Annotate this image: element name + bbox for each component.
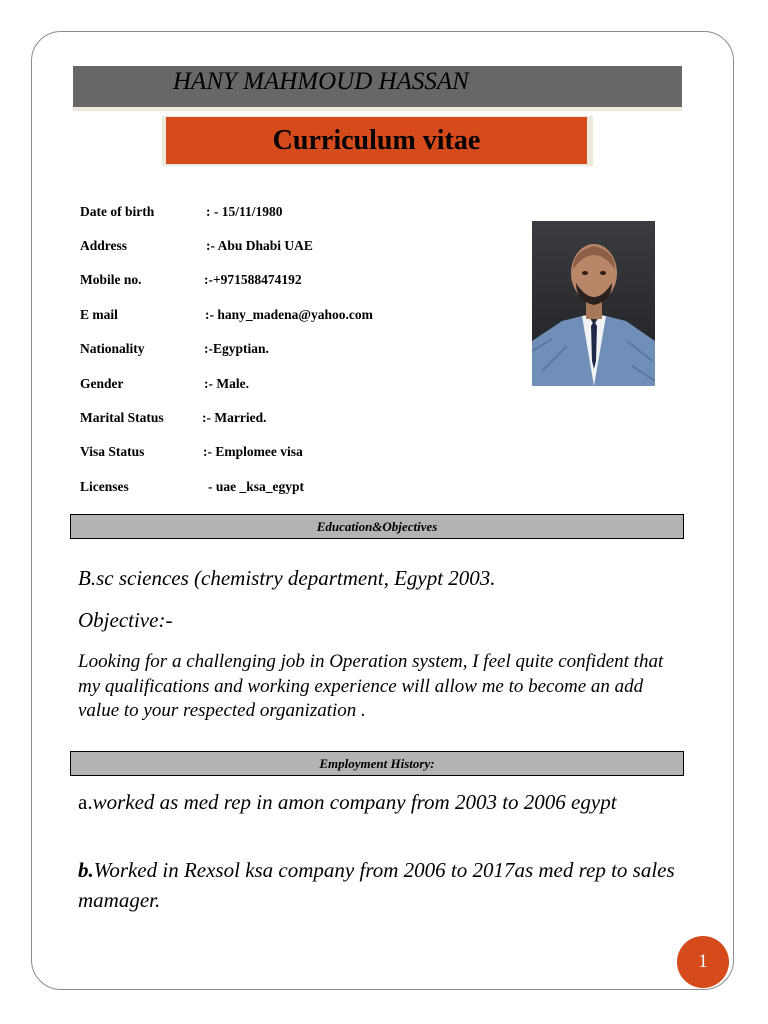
title-banner xyxy=(166,117,587,164)
document-title: Curriculum vitae xyxy=(272,124,481,156)
employment-item xyxy=(78,787,678,817)
info-value: :-Egyptian. xyxy=(204,341,269,356)
info-value: :- hany_madena@yahoo.com xyxy=(205,307,373,322)
employment-item xyxy=(78,855,678,915)
info-value: :- Male. xyxy=(204,376,249,391)
info-label: Visa Status xyxy=(80,444,145,459)
employment-item-text: worked as med rep in amon company from 2003 to 2006 egypt xyxy=(92,790,617,814)
info-value: :- Emplomee visa xyxy=(203,444,303,459)
info-label: E mail xyxy=(80,307,118,322)
profile-photo xyxy=(532,221,655,386)
info-value: - uae _ksa_egypt xyxy=(208,479,305,494)
info-label: Address xyxy=(80,238,128,253)
employment-item-prefix: a. xyxy=(78,790,93,814)
section-title: Education&Objectives xyxy=(316,518,438,534)
info-value: :-+971588474192 xyxy=(204,272,302,287)
info-label: Licenses xyxy=(80,479,129,494)
info-value: :- Married. xyxy=(202,410,267,425)
info-label: Mobile no. xyxy=(80,272,142,287)
education-degree: B.sc sciences (chemistry department, Egypt 2003. xyxy=(78,566,496,590)
objective-text: Looking for a challenging job in Operation system, I feel quite confident that my qualifications and working experience will allow me to become an add value to your respected organization . xyxy=(78,651,664,721)
info-label: Date of birth xyxy=(80,204,155,219)
section-header-employment xyxy=(70,751,684,776)
info-value: : - 15/11/1980 xyxy=(206,204,283,219)
name-banner xyxy=(73,66,682,111)
candidate-name: HANY MAHMOUD HASSAN xyxy=(173,68,469,95)
info-label: Nationality xyxy=(80,341,145,356)
info-value: :- Abu Dhabi UAE xyxy=(206,238,313,253)
page-frame xyxy=(31,31,734,990)
page-number: 1 xyxy=(698,951,708,972)
section-header-education xyxy=(70,514,684,539)
page-number-badge xyxy=(677,936,729,988)
objective-heading: Objective:- xyxy=(78,608,173,632)
info-label: Gender xyxy=(80,376,124,391)
info-label: Marital Status xyxy=(80,410,164,425)
section-title: Employment History: xyxy=(319,755,435,771)
employment-item-prefix: b. xyxy=(78,858,94,882)
employment-item-text: Worked in Rexsol ksa company from 2006 to 2017as med rep to sales mamager. xyxy=(78,858,675,912)
